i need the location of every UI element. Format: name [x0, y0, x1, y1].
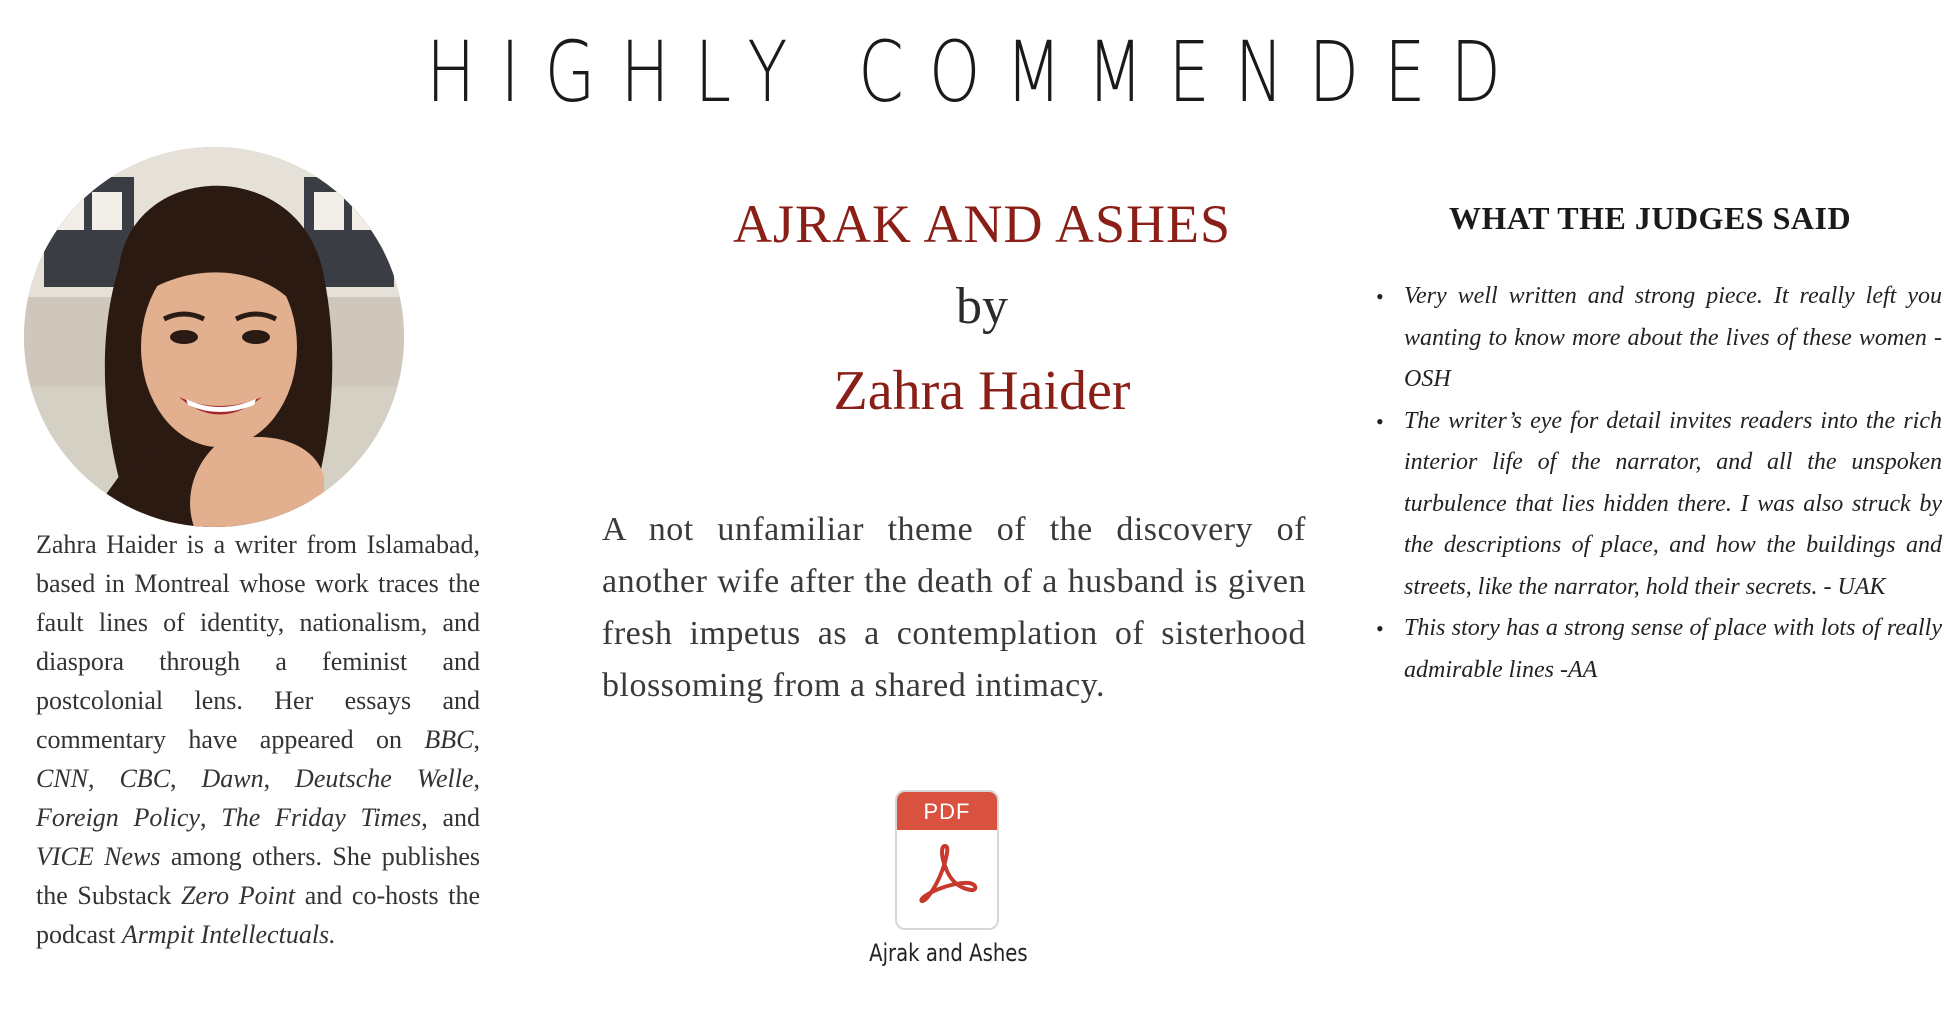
list-item: • Very well written and strong piece. It really left you wanting to know more about the lives of these women - OSH	[1376, 276, 1942, 401]
bullet-icon: •	[1376, 408, 1384, 434]
pdf-badge: PDF	[897, 792, 997, 830]
author-photo	[24, 147, 404, 527]
judges-heading: WHAT THE JUDGES SAID	[1448, 200, 1852, 236]
story-title: AJRAK AND ASHES	[732, 194, 1232, 254]
bullet-icon: •	[1376, 284, 1384, 309]
author-name: Zahra Haider	[833, 360, 1131, 422]
bullet-icon: •	[1376, 616, 1384, 641]
pdf-file-label[interactable]: Ajrak and Ashes	[869, 939, 1028, 967]
author-bio: Zahra Haider is a writer from Islamabad, based in Montreal whose work traces the fault lines of identity, nationalism, and diaspora through a feminist and postcolonial lens. Her essays and commentary have appeared on BBC, CNN, CBC, Dawn, Deutsche Welle, Foreign Policy, The Friday Times, and VICE News among others. She publishes the Substack Zero Point and co-hosts the podcast Armpit Intellectuals.	[36, 530, 481, 949]
by-line: by	[956, 278, 1008, 335]
highly-commended-heading: HIGHLY COMMENDED	[426, 23, 1526, 121]
list-item: • The writer’s eye for detail invites readers into the rich interior life of the narrator, and all the unspoken turbulence that lies hidden there. I was also struck by the descriptions of place, and how the buildings and streets, like the narrator, hold their secrets. - UAK	[1376, 401, 1942, 609]
judges-comments-list	[1376, 276, 1942, 691]
acrobat-icon	[915, 840, 979, 904]
story-synopsis: A not unfamiliar theme of the discovery of another wife after the death of a husband is given fresh impetus as a contemplation of sisterhood blossoming from a shared intimacy.	[602, 511, 1306, 704]
pdf-download-link[interactable]	[852, 790, 1042, 970]
list-item: • This story has a strong sense of place with lots of really admirable lines -AA	[1376, 608, 1942, 691]
pdf-file-icon[interactable]	[895, 790, 999, 930]
author-portrait-image	[24, 147, 404, 527]
